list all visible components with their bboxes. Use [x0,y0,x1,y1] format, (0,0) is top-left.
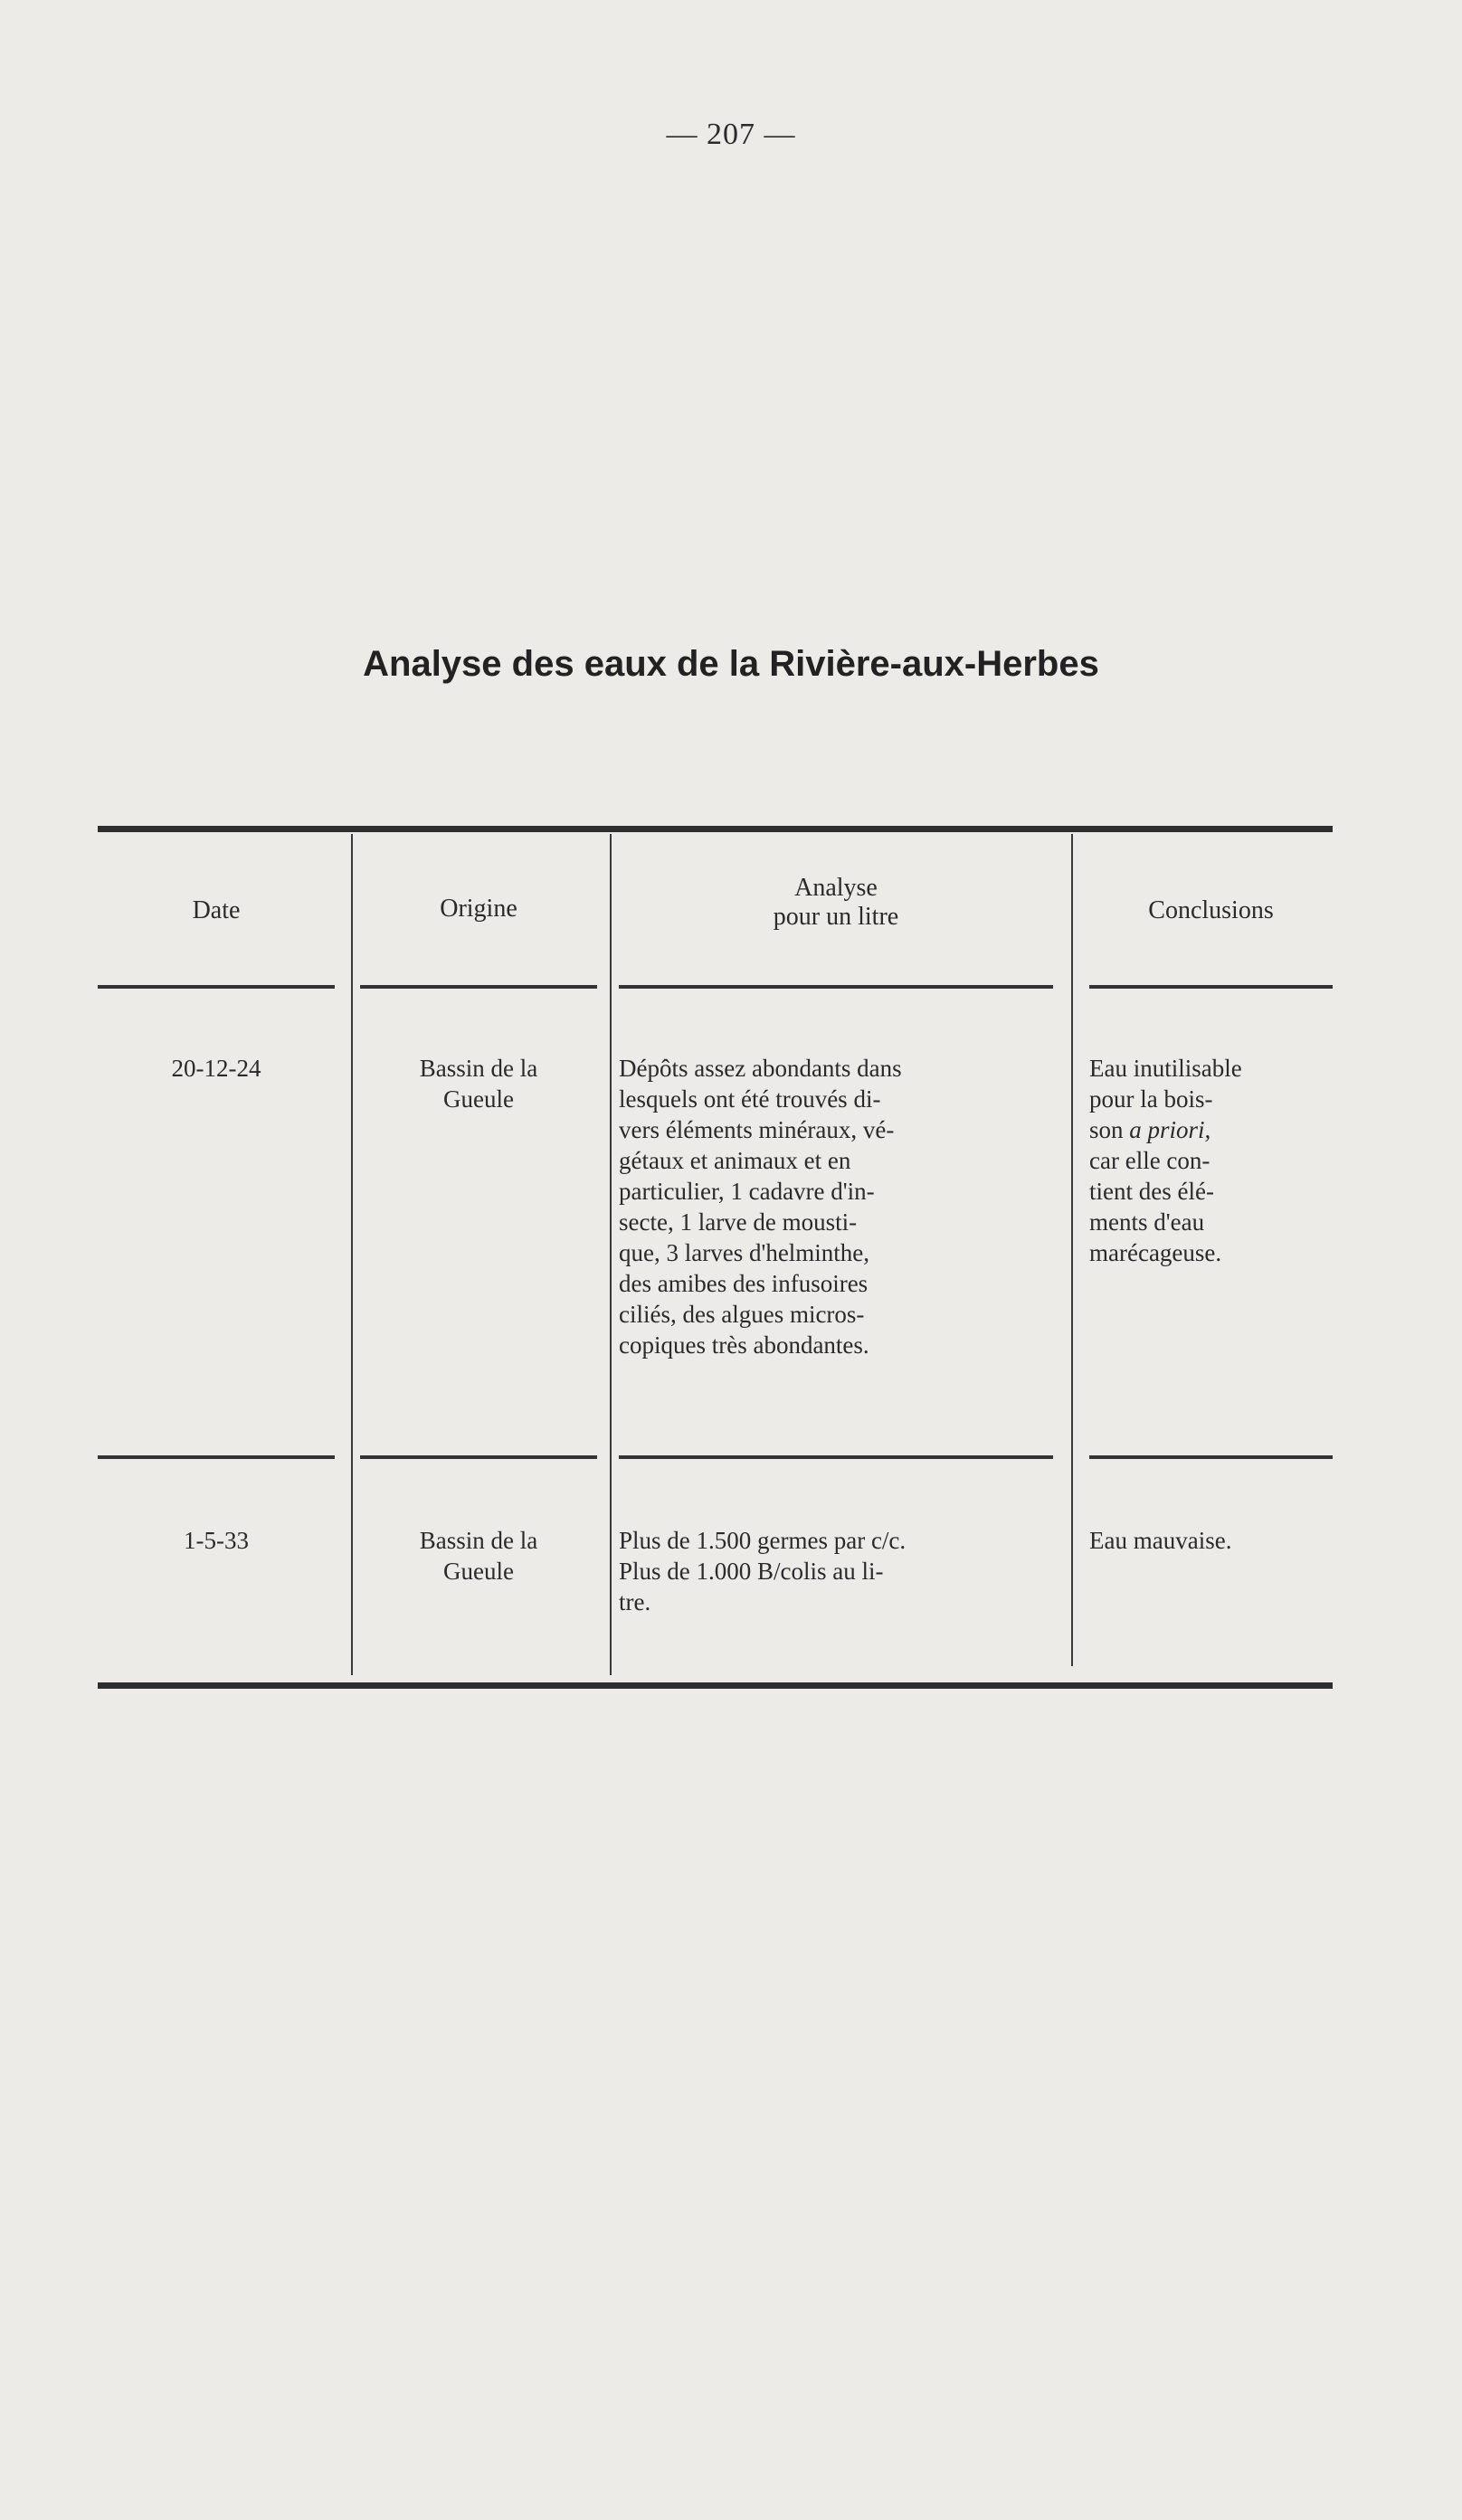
header-rule [619,985,1053,989]
row-1-conclusions [1089,1053,1344,1268]
row-rule [98,1455,335,1459]
header-date: Date [192,896,241,924]
row-2-date: 1-5-33 [184,1527,249,1554]
row-1-origine [360,1053,597,1114]
analyse-line: tre. [619,1588,651,1615]
table-title: Analyse des eaux de la Rivière-aux-Herbes [363,644,1099,684]
analyse-line: Plus de 1.500 germes par c/c. [619,1527,907,1554]
header-rule [98,985,335,989]
origine-line: Bassin de la [419,1055,538,1082]
analyse-line: Plus de 1.000 B/colis au li- [619,1558,884,1585]
analyse-line: ciliés, des algues micros- [619,1301,865,1328]
header-rule [1089,985,1333,989]
analyse-line: lesquels ont été trouvés di- [619,1085,881,1113]
row-2-analyse [619,1525,1069,1617]
header-analyse [619,874,1053,932]
column-divider [610,834,612,1675]
row-rule [1089,1455,1333,1459]
row-1-analyse [619,1053,1069,1360]
header-rule [360,985,597,989]
analyse-line: secte, 1 larve de mousti- [619,1208,858,1236]
header-origine: Origine [440,895,517,923]
row-1-date: 20-12-24 [171,1055,261,1082]
origine-line: Gueule [443,1558,514,1585]
conclusion-line: Eau mauvaise. [1089,1527,1232,1554]
conclusion-text: son [1089,1116,1130,1143]
conclusion-line: marécageuse. [1089,1239,1222,1266]
conclusion-italic-text: a priori, [1129,1116,1211,1143]
header-analyse-line: Analyse [794,874,878,902]
origine-line: Bassin de la [419,1527,538,1554]
row-rule [360,1455,597,1459]
analyse-line: Dépôts assez abondants dans [619,1055,902,1082]
conclusion-line: tient des élé- [1089,1178,1214,1205]
analyse-line: particulier, 1 cadavre d'in- [619,1178,875,1205]
page-number: — 207 — [666,118,796,151]
analyse-line: vers éléments minéraux, vé- [619,1116,895,1143]
origine-line: Gueule [443,1085,514,1113]
column-divider [1071,834,1073,1666]
row-rule [619,1455,1053,1459]
column-divider [351,834,353,1675]
conclusion-line: Eau inutilisable [1089,1055,1242,1082]
header-conclusions: Conclusions [1148,896,1274,924]
analyse-line: des amibes des infusoires [619,1270,869,1297]
conclusion-line: car elle con- [1089,1147,1210,1174]
header-analyse-line: pour un litre [773,903,899,931]
analyse-line: copiques très abondantes. [619,1331,869,1359]
analyse-line: gétaux et animaux et en [619,1147,851,1174]
row-2-conclusions [1089,1525,1344,1556]
table-top-rule [98,826,1333,832]
conclusion-line [1089,1114,1344,1145]
table-bottom-rule [98,1682,1333,1689]
conclusion-line: pour la bois- [1089,1085,1213,1113]
analyse-line: que, 3 larves d'helminthe, [619,1239,870,1266]
conclusion-line: ments d'eau [1089,1208,1205,1236]
row-2-origine [360,1525,597,1587]
